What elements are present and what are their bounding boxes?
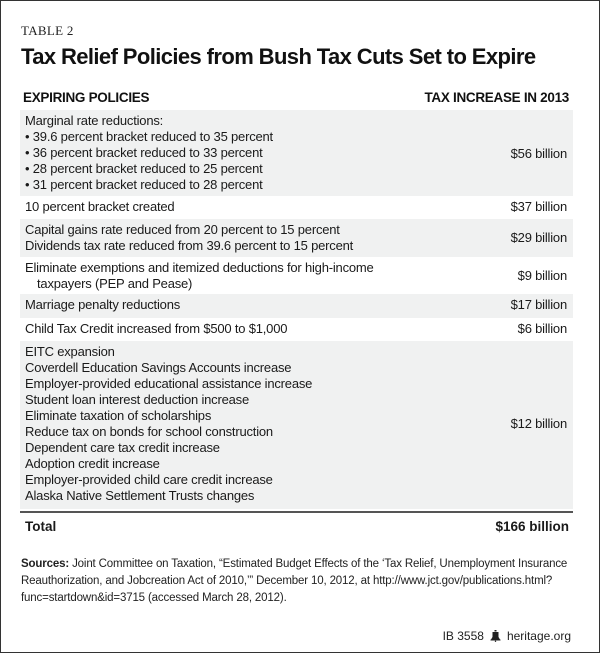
policy-line: Coverdell Education Savings Accounts increase <box>25 360 292 375</box>
policy-line: 10 percent bracket created <box>25 199 175 214</box>
policy-line: Adoption credit increase <box>25 456 160 471</box>
policy-line: Marriage penalty reductions <box>25 297 181 312</box>
table-row <box>20 318 573 341</box>
policy-line: Dependent care tax credit increase <box>25 440 220 455</box>
total-divider <box>20 511 573 513</box>
liberty-bell-icon <box>490 630 501 642</box>
policy-line: Capital gains rate reduced from 20 percent to 15 percent <box>25 222 340 237</box>
policy-description <box>25 297 445 313</box>
policy-line: • 36 percent bracket reduced to 33 percent <box>25 145 263 160</box>
sources-note <box>21 556 591 607</box>
total-value: $166 billion <box>495 519 569 534</box>
policy-description <box>25 199 445 215</box>
tax-increase-value: $56 billion <box>510 146 567 161</box>
tax-increase-value: $37 billion <box>510 199 567 214</box>
site-link[interactable]: heritage.org <box>506 629 571 643</box>
policy-line: Eliminate taxation of scholarships <box>25 408 212 423</box>
policy-line: Employer-provided child care credit increase <box>25 472 273 487</box>
tax-increase-value: $17 billion <box>510 297 567 312</box>
policy-description <box>25 260 445 292</box>
policy-line: • 31 percent bracket reduced to 28 percent <box>25 177 263 192</box>
policy-line: • 28 percent bracket reduced to 25 percent <box>25 161 263 176</box>
tax-increase-value: $9 billion <box>517 268 567 283</box>
policy-description <box>25 222 445 254</box>
policy-line: Student loan interest deduction increase <box>25 392 249 407</box>
policy-line: taxpayers (PEP and Pease) <box>37 276 193 291</box>
table-row <box>20 196 573 219</box>
policy-line: Alaska Native Settlement Trusts changes <box>25 488 255 503</box>
policy-description <box>25 321 445 337</box>
policy-line: • 39.6 percent bracket reduced to 35 percent <box>25 129 273 144</box>
tax-increase-value: $6 billion <box>517 321 567 336</box>
sources-text: Joint Committee on Taxation, “Estimated Budget Effects of the ‘Tax Relief, Unemployment Insurance Reauthorization, and Jobcreation Act of 2010,’” December 10, 2012, at http://www.jct.gov/publications.html?func=startdown&id=3715 (accessed March 28, 2012). <box>21 558 568 604</box>
policy-line: EITC expansion <box>25 344 115 359</box>
footer <box>443 629 571 643</box>
policy-line: Marginal rate reductions: <box>25 113 164 128</box>
table-number-label: TABLE 2 <box>21 23 74 38</box>
publication-id: IB 3558 <box>442 629 484 643</box>
policy-description <box>25 344 445 504</box>
policy-description <box>25 113 445 193</box>
policy-line: Employer-provided educational assistance increase <box>25 376 313 391</box>
column-header-tax-increase: TAX INCREASE IN 2013 <box>424 90 569 105</box>
tax-increase-value: $12 billion <box>510 416 567 431</box>
policy-line: Eliminate exemptions and itemized deductions for high-income <box>25 260 374 275</box>
sources-label: Sources: <box>21 558 70 570</box>
table-row <box>20 110 573 196</box>
policy-line: Reduce tax on bonds for school construction <box>25 424 273 439</box>
table-row <box>20 294 573 318</box>
table-row <box>20 341 573 509</box>
tax-increase-value: $29 billion <box>510 230 567 245</box>
table-title: Tax Relief Policies from Bush Tax Cuts Set to Expire <box>21 44 536 69</box>
column-header-policies: EXPIRING POLICIES <box>23 90 150 105</box>
table-row <box>20 219 573 257</box>
total-label: Total <box>25 519 57 534</box>
policy-line: Child Tax Credit increased from $500 to $1,000 <box>25 321 288 336</box>
table-row <box>20 257 573 294</box>
policy-line: Dividends tax rate reduced from 39.6 percent to 15 percent <box>25 238 354 253</box>
